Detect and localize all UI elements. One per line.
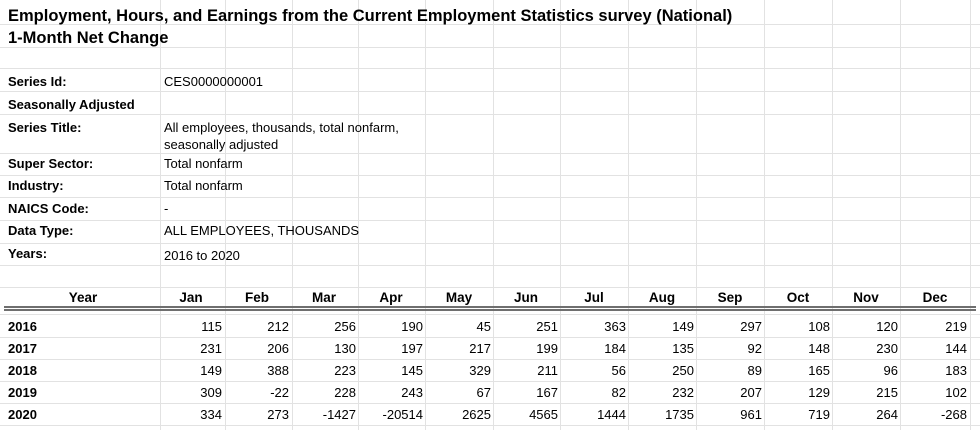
table-cell: 309 xyxy=(200,385,222,400)
table-cell: 334 xyxy=(200,407,222,422)
table-cell: 144 xyxy=(945,341,967,356)
grid-line-horizontal xyxy=(0,314,980,315)
data-type-label: Data Type: xyxy=(8,223,74,238)
table-cell: 96 xyxy=(883,363,898,378)
super-sector-label: Super Sector: xyxy=(8,156,94,171)
row-year-2019: 2019 xyxy=(8,385,37,400)
grid-line-vertical xyxy=(970,0,971,430)
table-cell: 231 xyxy=(200,341,222,356)
table-cell: 217 xyxy=(469,341,491,356)
grid-line-horizontal xyxy=(0,403,980,404)
table-cell: 211 xyxy=(537,363,558,378)
grid-line-horizontal xyxy=(0,153,980,154)
grid-line-horizontal xyxy=(0,175,980,176)
table-cell: 2625 xyxy=(462,407,491,422)
grid-line-vertical xyxy=(560,0,561,430)
grid-line-horizontal xyxy=(0,114,980,115)
sheet-subtitle: 1-Month Net Change xyxy=(8,29,169,47)
naics-code-value: - xyxy=(164,201,169,216)
grid-line-vertical xyxy=(628,0,629,430)
seasonally-adjusted-label: Seasonally Adjusted xyxy=(8,97,135,112)
table-cell: 145 xyxy=(401,363,423,378)
series-id-value: CES0000000001 xyxy=(164,74,264,89)
table-cell: 223 xyxy=(334,363,356,378)
grid-line-horizontal xyxy=(0,287,980,288)
grid-line-horizontal xyxy=(0,91,980,92)
table-cell: 183 xyxy=(945,363,967,378)
grid-line-horizontal xyxy=(0,425,980,426)
table-cell: 165 xyxy=(808,363,830,378)
table-cell: 219 xyxy=(945,319,967,334)
table-cell: 4565 xyxy=(529,407,558,422)
grid-line-horizontal xyxy=(0,337,980,338)
table-cell: 264 xyxy=(876,407,898,422)
table-cell: 167 xyxy=(536,385,558,400)
table-cell: -268 xyxy=(940,407,967,422)
table-cell: 135 xyxy=(672,341,694,356)
series-title-value-line1: All employees, thousands, total nonfarm, xyxy=(164,120,399,135)
column-header-aug: Aug xyxy=(648,290,676,305)
column-header-oct: Oct xyxy=(786,290,810,305)
table-cell: 56 xyxy=(611,363,626,378)
grid-line-horizontal xyxy=(0,381,980,382)
years-label: Years: xyxy=(8,246,48,261)
row-year-2017: 2017 xyxy=(8,341,37,356)
table-cell: -20514 xyxy=(382,407,423,422)
industry-label: Industry: xyxy=(8,178,64,193)
grid-line-horizontal xyxy=(0,68,980,69)
table-cell: 108 xyxy=(808,319,830,334)
column-header-mar: Mar xyxy=(311,290,336,305)
column-header-year: Year xyxy=(68,290,98,305)
table-cell: 388 xyxy=(267,363,289,378)
table-cell: 230 xyxy=(876,341,898,356)
data-type-value: ALL EMPLOYEES, THOUSANDS xyxy=(164,223,360,238)
column-header-jan: Jan xyxy=(179,290,203,305)
row-year-2020: 2020 xyxy=(8,407,37,422)
table-cell: 199 xyxy=(536,341,558,356)
table-cell: 251 xyxy=(536,319,558,334)
grid-line-horizontal xyxy=(0,220,980,221)
table-cell: 232 xyxy=(672,385,694,400)
table-cell: 273 xyxy=(267,407,289,422)
table-cell: 82 xyxy=(611,385,626,400)
table-cell: 329 xyxy=(469,363,491,378)
row-year-2016: 2016 xyxy=(8,319,37,334)
table-cell: 719 xyxy=(808,407,830,422)
grid-line-vertical xyxy=(696,0,697,430)
table-cell: 1444 xyxy=(597,407,626,422)
table-cell: 149 xyxy=(672,319,694,334)
grid-line-vertical xyxy=(425,0,426,430)
table-cell: 115 xyxy=(201,319,222,334)
column-header-apr: Apr xyxy=(379,290,403,305)
grid-line-horizontal xyxy=(0,243,980,244)
series-title-value-line2: seasonally adjusted xyxy=(164,137,279,152)
column-header-may: May xyxy=(445,290,473,305)
years-value: 2016 to 2020 xyxy=(164,248,240,263)
row-year-2018: 2018 xyxy=(8,363,37,378)
table-cell: 212 xyxy=(267,319,289,334)
table-cell: 961 xyxy=(740,407,762,422)
table-cell: 215 xyxy=(876,385,898,400)
table-cell: 149 xyxy=(200,363,222,378)
table-cell: -22 xyxy=(270,385,289,400)
table-cell: 256 xyxy=(334,319,356,334)
table-cell: 120 xyxy=(876,319,898,334)
naics-code-label: NAICS Code: xyxy=(8,201,89,216)
table-cell: 129 xyxy=(808,385,830,400)
table-cell: 250 xyxy=(672,363,694,378)
table-cell: -1427 xyxy=(322,407,356,422)
table-cell: 207 xyxy=(740,385,762,400)
column-header-sep: Sep xyxy=(717,290,743,305)
grid-line-vertical xyxy=(764,0,765,430)
table-cell: 190 xyxy=(401,319,423,334)
grid-line-horizontal xyxy=(0,265,980,266)
column-header-nov: Nov xyxy=(853,290,879,305)
header-double-rule xyxy=(4,306,976,308)
column-header-jun: Jun xyxy=(513,290,538,305)
table-cell: 297 xyxy=(740,319,762,334)
grid-line-vertical xyxy=(832,0,833,430)
super-sector-value: Total nonfarm xyxy=(164,156,243,171)
series-title-label: Series Title: xyxy=(8,120,82,135)
table-cell: 184 xyxy=(604,341,626,356)
table-cell: 102 xyxy=(945,385,967,400)
table-cell: 92 xyxy=(747,341,762,356)
table-cell: 67 xyxy=(476,385,491,400)
table-cell: 45 xyxy=(476,319,491,334)
table-cell: 206 xyxy=(267,341,289,356)
sheet-title: Employment, Hours, and Earnings from the Current Employment Statistics survey (National) xyxy=(8,7,733,25)
table-cell: 197 xyxy=(401,341,423,356)
table-cell: 228 xyxy=(334,385,356,400)
column-header-dec: Dec xyxy=(922,290,948,305)
table-cell: 130 xyxy=(334,341,356,356)
header-double-rule xyxy=(4,309,976,311)
table-cell: 148 xyxy=(808,341,830,356)
grid-line-horizontal xyxy=(0,197,980,198)
column-header-jul: Jul xyxy=(584,290,604,305)
grid-line-vertical xyxy=(900,0,901,430)
table-cell: 89 xyxy=(747,363,762,378)
industry-value: Total nonfarm xyxy=(164,178,243,193)
table-cell: 1735 xyxy=(665,407,694,422)
grid-line-horizontal xyxy=(0,359,980,360)
column-header-feb: Feb xyxy=(244,290,269,305)
table-cell: 243 xyxy=(401,385,423,400)
table-cell: 363 xyxy=(604,319,626,334)
series-id-label: Series Id: xyxy=(8,74,67,89)
